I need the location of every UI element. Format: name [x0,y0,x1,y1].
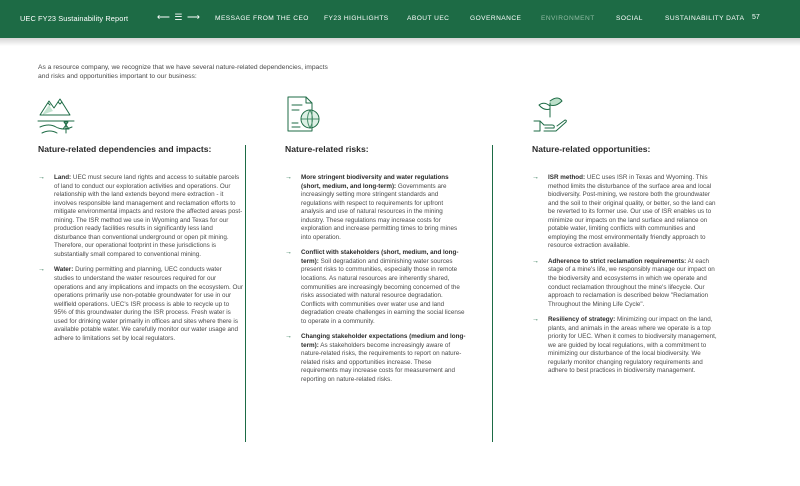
item-title: Changing stakeholder expectations (medium and long-term): [301,333,466,349]
column-heading-dependencies: Nature-related dependencies and impacts: [38,144,212,154]
nav-about-uec[interactable]: ABOUT UEC [407,15,450,22]
item-text: At each stage of a mine's life, we responsibly manage our impact on the biodiversity and ecosystems in which we operate and conduct reclamation throughout the mine's lifecycle. Our approach to reclamation is described below "Reclamation Throughout the Mining Life Cycle". [548,257,715,308]
item-text: As stakeholders become increasingly aware of nature-related risks, the requirements to report on nature-related risks and opportunities increase. These requirements may increase costs for measurement and reporting on nature-related risks. [301,341,462,384]
list-item-expectations [285,333,467,384]
arrow-right-icon: → [532,316,539,324]
list-item-resiliency [532,316,718,376]
item-text: UEC uses ISR in Texas and Wyoming. This method limits the disturbance of the surface area and local biodiversity. Post-mining, we restore both the groundwater and the soil to their original quality, or better, so the land can be reverted to its former use. Our use of ISR enables us to minimize our impacts on the land surface and reliance on potable water, limiting conflicts with communities and employing the most environmentally friendly approach to resource extraction available. [548,174,716,250]
nav-governance[interactable]: GOVERNANCE [470,15,522,22]
document-globe-icon [284,93,324,135]
column-heading-opportunities: Nature-related opportunities: [532,144,651,154]
list-item-water [38,266,243,343]
header-shadow [0,38,800,46]
arrow-right-icon: → [38,174,45,181]
item-text: Governments are increasingly setting more stringent standards and regulations with respect to requirements for upfront analysis and use of natural resources in the mining industry. These regulations may increase costs for exploration and increase permitting times to bring mines into operation. [301,182,458,241]
item-text: Soil degradation and diminishing water sources present risks to communities, especially those in remote locations. As natural resources are inherently shared, communities are increasingly becoming concerned of the risks associated with natural resource degradation. Conflicts with communities over water use and land degradation create challenges in earning the social license to operate in a community. [301,257,465,325]
item-title: Land: [54,174,72,181]
arrow-right-icon: → [38,266,45,274]
nav-fy23-highlights[interactable]: FY23 HIGHLIGHTS [324,15,389,22]
item-title: Adherence to strict reclamation requirements: [548,257,687,265]
list-item-reclamation [532,258,718,309]
item-title: Resiliency of strategy: [548,316,616,324]
report-title: UEC FY23 Sustainability Report [20,14,129,23]
nav-message-from-ceo[interactable]: MESSAGE FROM THE CEO [215,15,309,22]
item-text: Minimizing our impact on the land, plants, and animals in the areas where we operate is a top priority for UEC. When it comes to biodiversity management, we are guided by local regulations, with a commitment to minimizing our disturbance of the local biodiversity. We regularly monitor changing regulatory requirements and adhere to best practices in biodiversity management. [548,316,717,375]
arrow-left-icon[interactable]: ⟵ [157,12,171,22]
page-number: 57 [752,14,760,21]
item-text: UEC must secure land rights and access to suitable parcels of land to conduct our exploration activities and operations. Our relationship with the land extends beyond mere extraction - it involves responsible land management and reclamation efforts to mitigate environmental impacts and restore the affected areas post-mining. The ISR method we use in Wyoming and Texas for our production ready facilities results in significantly less land disturbance than conventional underground or open pit mining. Therefore, our operational footprint in these jurisdictions is substantially small compared to conventional mining. [54,174,243,258]
opportunities-list [532,174,718,383]
hand-plant-icon [530,93,570,135]
arrow-right-icon: → [285,333,292,341]
list-item-conflict [285,249,467,326]
column-divider [245,145,246,442]
arrow-right-icon: → [532,174,539,181]
arrow-right-icon: → [285,249,292,257]
menu-icon[interactable]: ☰ [174,12,184,22]
landscape-icon [36,93,76,135]
intro-paragraph: As a resource company, we recognize that we have several nature-related dependencies, impacts and risks and opportunities important to our business: [38,64,328,81]
arrow-right-icon: → [285,174,292,181]
arrow-right-icon[interactable]: ⟶ [187,12,201,22]
list-item-land [38,174,243,259]
item-title: More stringent biodiversity and water regulations (short, medium, and long-term): [301,174,449,190]
page-navigation-controls [157,12,201,23]
nav-environment[interactable]: ENVIRONMENT [541,15,595,22]
column-divider [492,145,493,442]
column-heading-risks: Nature-related risks: [285,144,369,154]
item-text: During permitting and planning, UEC conducts water studies to understand the water resources required for our operations and any implications and impacts on the ecosystem. Our operations primarily use non-potable groundwater for use in our wellfield operations. UEC's ISR process is able to recycle up to 95% of this groundwater during the ISR process. Fresh water is used for drinking water primarily in offices and sites where there is available potable water. We carefully monitor our water usage and adhere to limitations set by local regulators. [54,266,244,342]
item-title: Conflict with stakeholders (short, medium, and long-term): [301,249,459,265]
item-title: ISR method: [548,174,586,181]
risks-list [285,174,467,392]
item-title: Water: [54,266,74,274]
dependencies-list [38,174,243,350]
top-navigation-bar [0,0,800,38]
list-item-regulations [285,174,467,242]
arrow-right-icon: → [532,257,539,265]
nav-sustainability-data[interactable]: SUSTAINABILITY DATA [665,15,745,22]
list-item-isr-method [532,174,718,251]
nav-social[interactable]: SOCIAL [616,15,643,22]
